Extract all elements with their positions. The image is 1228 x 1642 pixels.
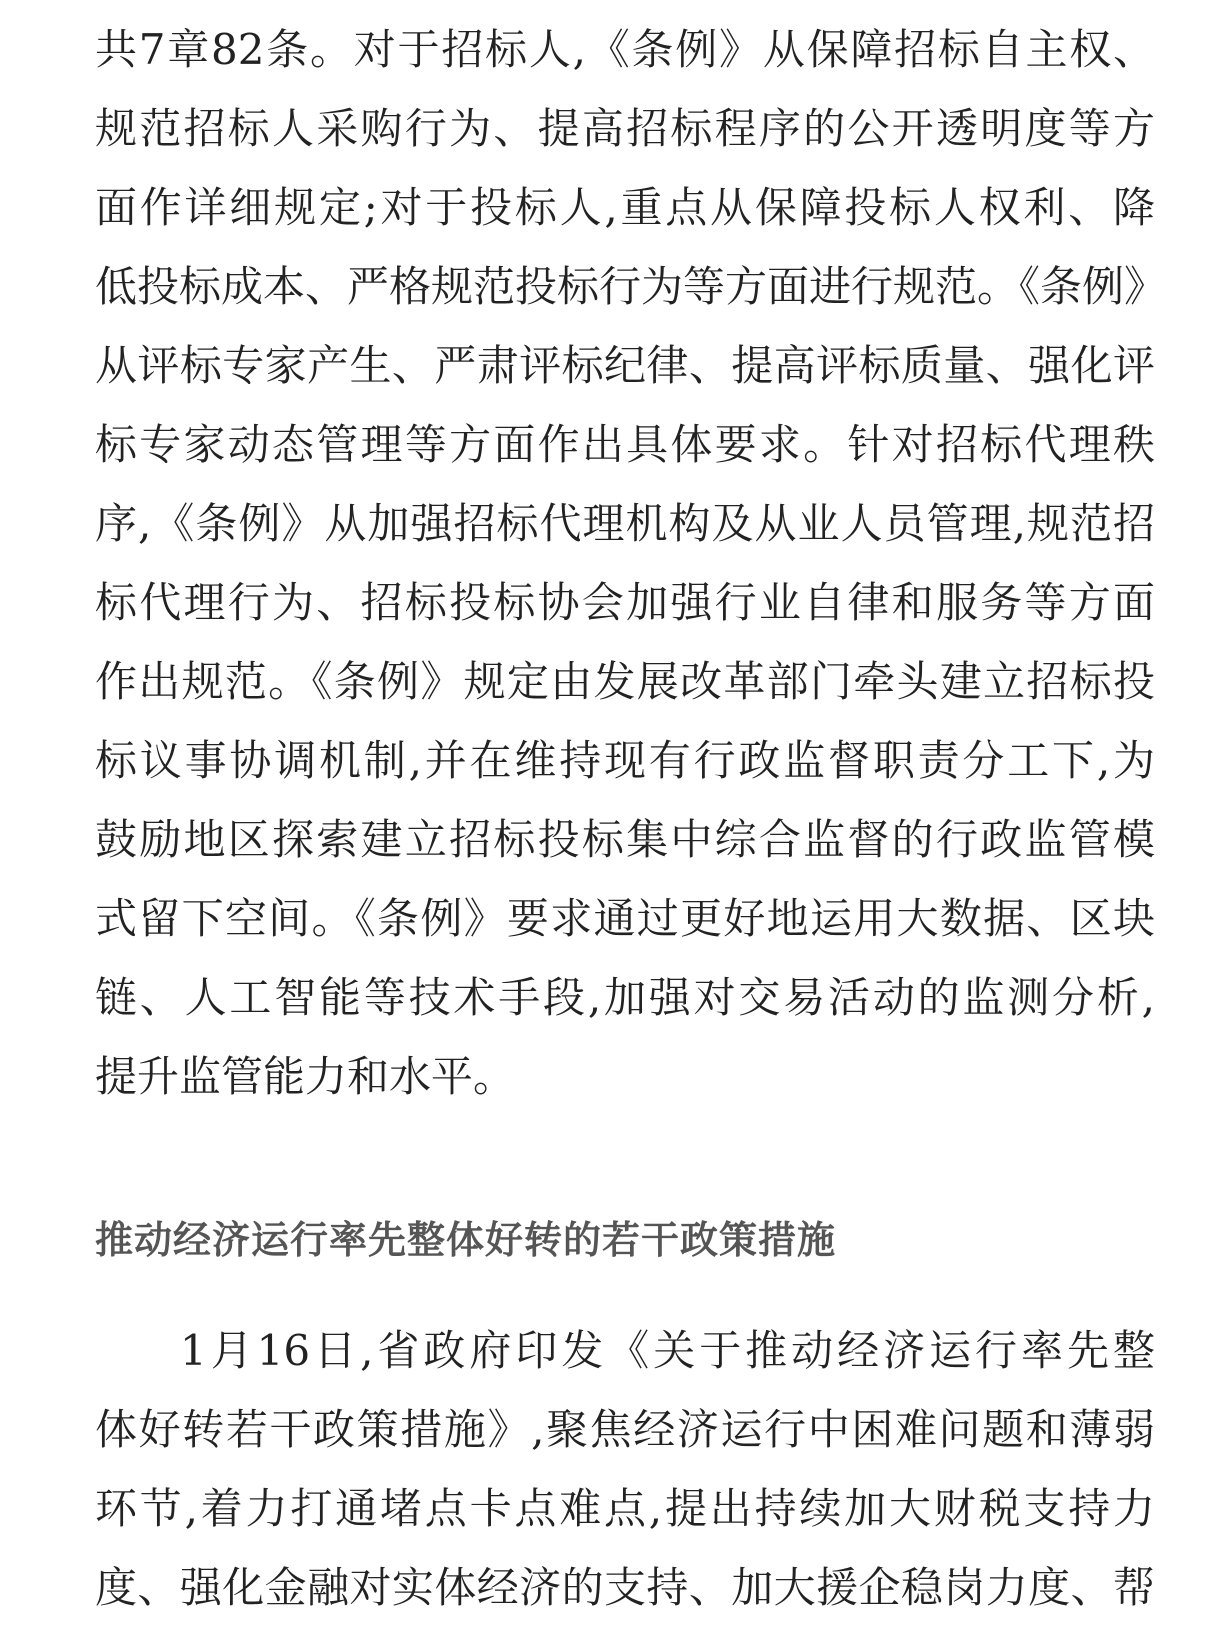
paragraph-line: 序,《条例》从加强招标代理机构及从业人员管理,规范招 — [95, 499, 1155, 548]
paragraph-line: 面作详细规定;对于投标人,重点从保障投标人权利、降 — [95, 183, 1155, 232]
paragraph-line: 提升监管能力和水平。 — [95, 1052, 516, 1101]
paragraph-line: 作出规范。《条例》规定由发展改革部门牵头建立招标投 — [95, 657, 1155, 706]
paragraph-line: 链、人工智能等技术手段,加强对交易活动的监测分析, — [95, 973, 1155, 1022]
paragraph-line: 共7章82条。对于招标人,《条例》从保障招标自主权、 — [95, 25, 1155, 74]
paragraph-line: 从评标专家产生、严肃评标纪律、提高评标质量、强化评 — [95, 341, 1155, 390]
paragraph-line: 标专家动态管理等方面作出具体要求。针对招标代理秩 — [95, 420, 1155, 469]
paragraph-line: 体好转若干政策措施》,聚焦经济运行中困难问题和薄弱 — [95, 1405, 1155, 1454]
paragraph-line: 鼓励地区探索建立招标投标集中综合监督的行政监管模 — [95, 815, 1155, 864]
paragraph-line: 低投标成本、严格规范投标行为等方面进行规范。《条例》 — [95, 262, 1167, 311]
paragraph-line: 规范招标人采购行为、提高招标程序的公开透明度等方 — [95, 104, 1155, 153]
paragraph-line: 环节,着力打通堵点卡点难点,提出持续加大财税支持力 — [95, 1484, 1155, 1533]
section-heading: 推动经济运行率先整体好转的若干政策措施 — [95, 1218, 837, 1262]
paragraph-line: 标代理行为、招标投标协会加强行业自律和服务等方面 — [95, 578, 1155, 627]
paragraph-line: 式留下空间。《条例》要求通过更好地运用大数据、区块 — [95, 894, 1155, 943]
paragraph-line: 标议事协调机制,并在维持现有行政监督职责分工下,为 — [95, 736, 1155, 785]
paragraph-line: 1月16日,省政府印发《关于推动经济运行率先整 — [180, 1326, 1155, 1375]
paragraph-line: 度、强化金融对实体经济的支持、加大援企稳岗力度、帮 — [95, 1563, 1155, 1612]
